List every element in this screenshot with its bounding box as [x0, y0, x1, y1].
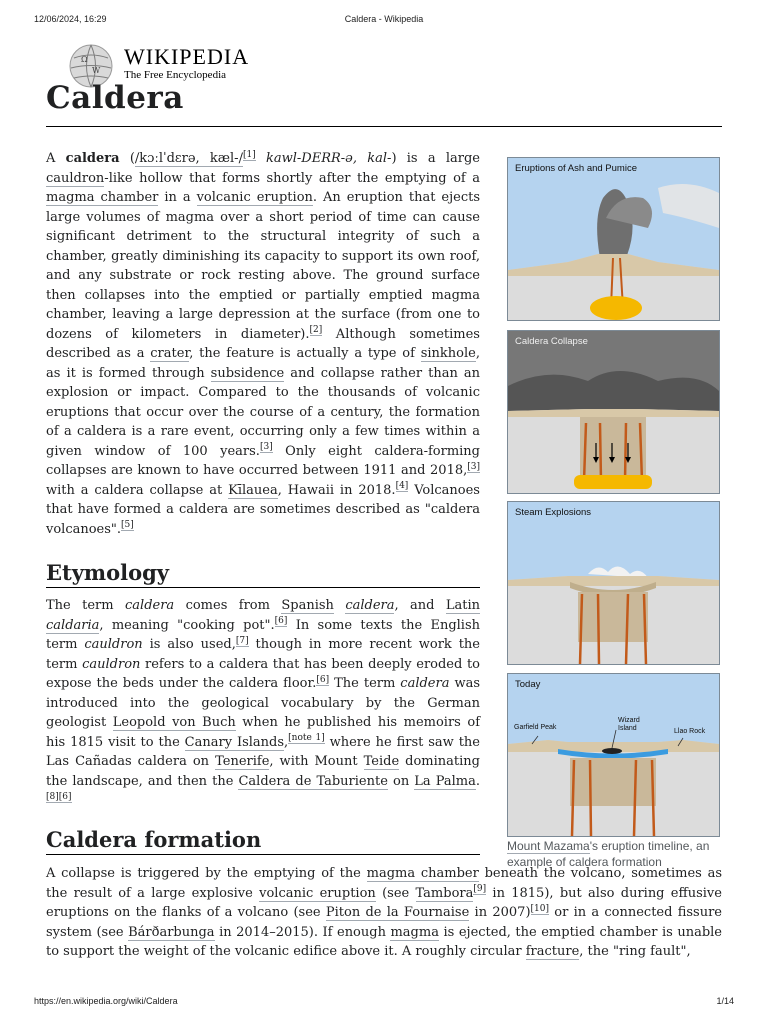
ref-6[interactable]: [6] [274, 616, 288, 627]
print-title: Caldera - Wikipedia [344, 14, 424, 24]
figure-caption: Mount Mazama's eruption timeline, an example of caldera formation [507, 839, 710, 869]
ref-3[interactable]: [3] [259, 442, 273, 453]
kilauea-link[interactable]: Kīlauea [228, 482, 278, 498]
magma-chamber-link[interactable]: magma chamber [46, 190, 159, 205]
note-1[interactable]: [note 1] [288, 733, 325, 744]
tambora-link[interactable]: Tambora [415, 885, 474, 901]
formation-paragraph: A collapse is triggered by the emptying of the magma chamber beneath the volcano, sometimes as the result of a large explosive volcanic eruption (see Tambora[9] in 1815), but also during effusive eruptions on the flanks of a volcano (see Piton de la Fournaise in 2007)[10] or in a connected fissure system (see Bárðarbunga in 2014–2015). If enough magma is ejected, the emptied chamber is unable to support the weight of the volcanic edifice above it. A roughly circular fracture, the "ring fault", [46, 866, 723, 959]
svg-text:W: W [92, 66, 101, 75]
sinkhole-link[interactable]: sinkhole [420, 346, 476, 361]
wikipedia-tagline: The Free Encyclopedia [124, 69, 227, 81]
label-llao-rock: Llao Rock [674, 728, 706, 735]
tenerife-link[interactable]: Tenerife [215, 754, 270, 769]
spanish-link[interactable]: Spanish [281, 598, 334, 613]
label-island: Island [618, 725, 637, 732]
label-garfield-peak: Garfield Peak [514, 724, 557, 731]
latin-link[interactable]: Latin [445, 598, 480, 613]
ref-10[interactable]: [10] [530, 903, 549, 914]
ref-4[interactable]: [4] [395, 481, 409, 492]
print-datetime: 12/06/2024, 16:29 [34, 14, 107, 24]
figure-panel-collapse[interactable] [507, 330, 720, 494]
cauldron-link[interactable]: cauldron [46, 170, 105, 186]
ash-pumice-illustration [508, 158, 719, 320]
volcanic-eruption-link[interactable]: volcanic eruption [196, 190, 313, 205]
teide-link[interactable]: Teide [363, 754, 400, 769]
ref-2[interactable]: [2] [309, 325, 323, 336]
caldaria-link[interactable]: caldaria [46, 617, 100, 633]
caldera-wiktionary-link[interactable]: caldera [345, 598, 395, 613]
ref-6c[interactable]: [6] [58, 791, 72, 802]
lead-term: caldera [65, 151, 120, 166]
today-illustration [508, 674, 719, 836]
caldera-de-taburiente-link[interactable]: Caldera de Taburiente [238, 773, 388, 789]
ref-5[interactable]: [5] [121, 520, 134, 531]
ref-1[interactable]: [1] [242, 149, 256, 160]
piton-link[interactable]: Piton de la Fournaise [325, 905, 470, 920]
print-footer [34, 996, 734, 1006]
label-wizard: Wizard [618, 717, 640, 724]
panel-title-collapse: Caldera Collapse [515, 336, 588, 347]
svg-text:Ω: Ω [81, 55, 88, 64]
magma-chamber-link-2[interactable]: magma chamber [366, 866, 479, 881]
etymology-heading: Etymology [46, 560, 480, 588]
ipa-link[interactable]: /kɔːlˈdɛrə, kæl-/ [134, 151, 243, 166]
la-palma-link[interactable]: La Palma [414, 773, 476, 789]
steam-illustration [508, 502, 719, 664]
figure-panel-ash-pumice[interactable] [507, 157, 720, 321]
figure-panel-steam[interactable] [507, 501, 720, 665]
panel-title-steam: Steam Explosions [515, 507, 592, 518]
subsidence-link[interactable]: subsidence [210, 365, 285, 381]
ref-3b[interactable]: [3] [467, 461, 480, 472]
bardarbunga-link[interactable]: Bárðarbunga [128, 924, 215, 940]
wikipedia-wordmark[interactable]: WIKIPEDIA [124, 44, 250, 69]
volcanic-eruption-link-2[interactable]: volcanic eruption [259, 885, 376, 901]
page-title: Caldera [46, 80, 184, 116]
print-url: https://en.wikipedia.org/wiki/Caldera [34, 996, 178, 1006]
mount-mazama-link[interactable]: Mount Mazama [507, 839, 590, 853]
figure-panel-today[interactable] [507, 673, 720, 837]
fracture-link[interactable]: fracture [525, 944, 580, 959]
respelling: kawl-DERR-ə, kal- [265, 151, 392, 166]
magma-link[interactable]: magma [390, 924, 439, 940]
ref-6b[interactable]: [6] [316, 674, 330, 685]
ref-8[interactable]: [8] [46, 791, 59, 802]
etymology-paragraph: The term caldera comes from Spanish caldera, and Latin caldaria, meaning "cooking pot".[6] In some texts the English term cauldron is also used,[7] though in more recent work the term cauldron refers to a caldera that has been deeply eroded to expose the beds under the caldera floor.[6] The term caldera was introduced into the geological vocabulary by the German geologist Leopold von Buch when he published his memoirs of his 1815 visit to the Canary Islands,[note 1] where he first saw the Las Cañadas caldera on Tenerife, with Mount Teide dominating the landscape, and then the Caldera de Taburiente on La Palma.[8][6] [46, 598, 481, 802]
panel-title-today: Today [515, 679, 541, 690]
collapse-illustration [508, 331, 719, 493]
formation-heading: Caldera formation [46, 827, 480, 855]
canary-islands-link[interactable]: Canary Islands [184, 734, 285, 750]
crater-link[interactable]: crater [150, 346, 190, 361]
leopold-von-buch-link[interactable]: Leopold von Buch [112, 715, 236, 730]
ref-9[interactable]: [9] [473, 884, 487, 895]
panel-title-ash: Eruptions of Ash and Pumice [515, 163, 637, 174]
ref-7[interactable]: [7] [235, 635, 249, 646]
title-divider [46, 126, 722, 127]
print-page-number: 1/14 [716, 996, 734, 1006]
intro-paragraph: A caldera (/kɔːlˈdɛrə, kæl-/[1] kawl-DERR-ə, kal-) is a large cauldron-like hollow that forms shortly after the emptying of a magma chamber in a volcanic eruption. An eruption that ejects large volumes of magma over a short period of time can cause significant detriment to the structural integrity of such a chamber, greatly diminishing its capacity to support its own roof, and any substrate or rock resting above. The ground surface then collapses into the emptied or partially emptied magma chamber, leaving a large depression at the surface (from one to dozens of kilometers in diameter).[2] Although sometimes described as a crater, the feature is actually a type of sinkhole, as it is formed through subsidence and collapse rather than an explosion or impact. Compared to the thousands of volcanic eruptions that occur over the course of a century, the formation of a caldera is a rare event, occurring only a few times within a given window of 100 years.[3] Only eight caldera-forming collapses are known to have occurred between 1911 and 2018,[3] with a caldera collapse at Kīlauea, Hawaii in 2018.[4] Volcanoes that have formed a caldera are sometimes described as "caldera volcanoes".[5] [46, 149, 481, 537]
